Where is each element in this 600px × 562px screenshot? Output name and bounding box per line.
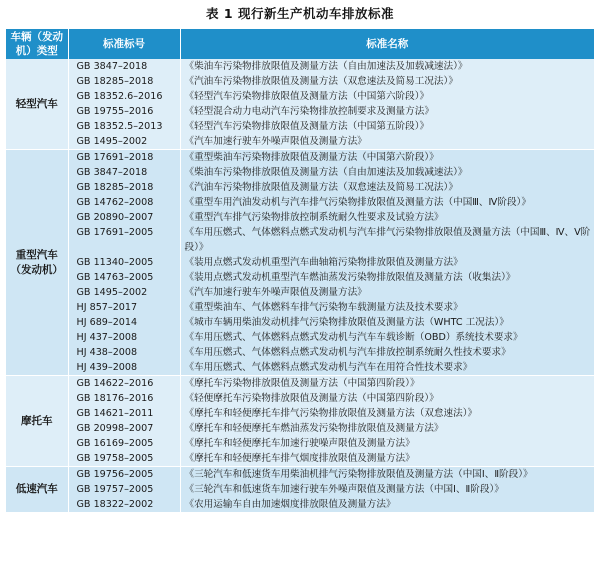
standard-name: 《汽油车污染物排放限值及测量方法（双怠速法及简易工况法）》 — [180, 180, 594, 195]
standard-code: GB 17691–2005 — [68, 225, 180, 255]
standard-name: 《重型汽车排气污染物排放控制系统耐久性要求及试验方法》 — [180, 210, 594, 225]
standard-code: GB 20890–2007 — [68, 210, 180, 225]
table-row — [6, 165, 594, 180]
standard-name: 《摩托车和轻便摩托车排气烟度排放限值及测量方法》 — [180, 451, 594, 467]
table-title: 表 1 现行新生产机动车排放标准 — [206, 6, 394, 21]
table-row — [6, 345, 594, 360]
standard-code: GB 17691–2018 — [68, 150, 180, 166]
category-cell: 摩托车 — [6, 376, 68, 467]
header-row — [6, 29, 594, 59]
standard-name: 《重型柴油车、气体燃料车排气污染物车载测量方法及技术要求》 — [180, 300, 594, 315]
standard-name: 《车用压燃式、气体燃料点燃式发动机与汽车排气污染物排放限值及测量方法（中国Ⅲ、Ⅳ、Ⅴ阶段）》 — [180, 225, 594, 255]
table-row — [6, 180, 594, 195]
standard-name: 《轻便摩托车污染物排放限值及测量方法（中国第四阶段）》 — [180, 391, 594, 406]
standard-name: 《轻型汽车污染物排放限值及测量方法（中国第五阶段）》 — [180, 119, 594, 134]
standard-code: GB 1495–2002 — [68, 285, 180, 300]
standard-code: GB 1495–2002 — [68, 134, 180, 150]
table-row — [6, 315, 594, 330]
standard-code: HJ 437–2008 — [68, 330, 180, 345]
standard-name: 《轻型汽车污染物排放限值及测量方法（中国第六阶段）》 — [180, 89, 594, 104]
standard-code: GB 14762–2008 — [68, 195, 180, 210]
standard-name: 《汽车加速行驶车外噪声限值及测量方法》 — [180, 285, 594, 300]
table-row — [6, 300, 594, 315]
table-row — [6, 330, 594, 345]
standard-code: HJ 689–2014 — [68, 315, 180, 330]
standard-code: GB 19757–2005 — [68, 482, 180, 497]
table-row — [6, 119, 594, 134]
table-row — [6, 406, 594, 421]
table-row — [6, 482, 594, 497]
standard-code: GB 19758–2005 — [68, 451, 180, 467]
standard-name: 《农用运输车自由加速烟度排放限值及测量方法》 — [180, 497, 594, 513]
standard-code: GB 18352.6–2016 — [68, 89, 180, 104]
table-row — [6, 285, 594, 300]
standard-code: GB 18352.5–2013 — [68, 119, 180, 134]
standard-code: GB 18176–2016 — [68, 391, 180, 406]
standard-name: 《车用压燃式、气体燃料点燃式发动机与汽车车载诊断（OBD）系统技术要求》 — [180, 330, 594, 345]
standard-name: 《三轮汽车和低速货车加速行驶车外噪声限值及测量方法（中国Ⅰ、Ⅱ阶段）》 — [180, 482, 594, 497]
standard-code: GB 3847–2018 — [68, 59, 180, 74]
table-row — [6, 74, 594, 89]
table-row — [6, 104, 594, 119]
standard-name: 《摩托车和轻便摩托车燃油蒸发污染物排放限值及测量方法》 — [180, 421, 594, 436]
standard-code: GB 14763–2005 — [68, 270, 180, 285]
standards-table — [6, 29, 594, 513]
table-row — [6, 451, 594, 467]
table-row — [6, 270, 594, 285]
table-row — [6, 210, 594, 225]
standard-code: GB 18285–2018 — [68, 180, 180, 195]
table-row — [6, 134, 594, 150]
header-code: 标准标号 — [68, 29, 180, 59]
standard-code: HJ 439–2008 — [68, 360, 180, 376]
category-cell: 低速汽车 — [6, 467, 68, 513]
standard-name: 《装用点燃式发动机重型汽车曲轴箱污染物排放限值及测量方法》 — [180, 255, 594, 270]
standard-name: 《汽油车污染物排放限值及测量方法（双怠速法及简易工况法）》 — [180, 74, 594, 89]
standard-code: GB 14621–2011 — [68, 406, 180, 421]
standard-code: GB 19756–2005 — [68, 467, 180, 483]
standard-code: HJ 857–2017 — [68, 300, 180, 315]
table-header — [6, 29, 594, 59]
standard-name: 《三轮汽车和低速货车用柴油机排气污染物排放限值及测量方法（中国Ⅰ、Ⅱ阶段）》 — [180, 467, 594, 483]
standard-name: 《车用压燃式、气体燃料点燃式发动机与汽车排放控制系统耐久性技术要求》 — [180, 345, 594, 360]
standard-name: 《柴油车污染物排放限值及测量方法（自由加速法及加载减速法）》 — [180, 59, 594, 74]
standard-code: GB 16169–2005 — [68, 436, 180, 451]
standard-code: GB 19755–2016 — [68, 104, 180, 119]
standard-name: 《重型柴油车污染物排放限值及测量方法（中国第六阶段）》 — [180, 150, 594, 166]
standard-name: 《轻型混合动力电动汽车污染物排放控制要求及测量方法》 — [180, 104, 594, 119]
standard-name: 《城市车辆用柴油发动机排气污染物排放限值及测量方法（WHTC 工况法）》 — [180, 315, 594, 330]
table-row — [6, 360, 594, 376]
standard-name: 《摩托车污染物排放限值及测量方法（中国第四阶段）》 — [180, 376, 594, 392]
table-row — [6, 391, 594, 406]
standard-name: 《重型车用汽油发动机与汽车排气污染物排放限值及测量方法（中国Ⅲ、Ⅳ阶段）》 — [180, 195, 594, 210]
table-row — [6, 436, 594, 451]
category-cell: 轻型汽车 — [6, 59, 68, 150]
table-row — [6, 376, 594, 392]
header-name: 标准名称 — [180, 29, 594, 59]
standard-code: GB 11340–2005 — [68, 255, 180, 270]
table-body — [6, 59, 594, 513]
standard-code: HJ 438–2008 — [68, 345, 180, 360]
table-row — [6, 195, 594, 210]
standard-name: 《柴油车污染物排放限值及测量方法（自由加速法及加载减速法）》 — [180, 165, 594, 180]
table-row — [6, 89, 594, 104]
standard-name: 《摩托车和轻便摩托车加速行驶噪声限值及测量方法》 — [180, 436, 594, 451]
standard-code: GB 18322–2002 — [68, 497, 180, 513]
table-row — [6, 467, 594, 483]
table-row — [6, 421, 594, 436]
table-row — [6, 225, 594, 255]
standard-name: 《装用点燃式发动机重型汽车燃油蒸发污染物排放限值及测量方法（收集法）》 — [180, 270, 594, 285]
standard-name: 《摩托车和轻便摩托车排气污染物排放限值及测量方法（双怠速法）》 — [180, 406, 594, 421]
table-row — [6, 59, 594, 74]
standard-name: 《车用压燃式、气体燃料点燃式发动机与汽车在用符合性技术要求》 — [180, 360, 594, 376]
standard-code: GB 3847–2018 — [68, 165, 180, 180]
table-row — [6, 497, 594, 513]
table-row — [6, 150, 594, 166]
standard-code: GB 18285–2018 — [68, 74, 180, 89]
standard-code: GB 20998–2007 — [68, 421, 180, 436]
table-row — [6, 255, 594, 270]
category-cell: 重型汽车（发动机） — [6, 150, 68, 376]
header-category: 车辆（发动机）类型 — [6, 29, 68, 59]
standard-code: GB 14622–2016 — [68, 376, 180, 392]
standard-name: 《汽车加速行驶车外噪声限值及测量方法》 — [180, 134, 594, 150]
